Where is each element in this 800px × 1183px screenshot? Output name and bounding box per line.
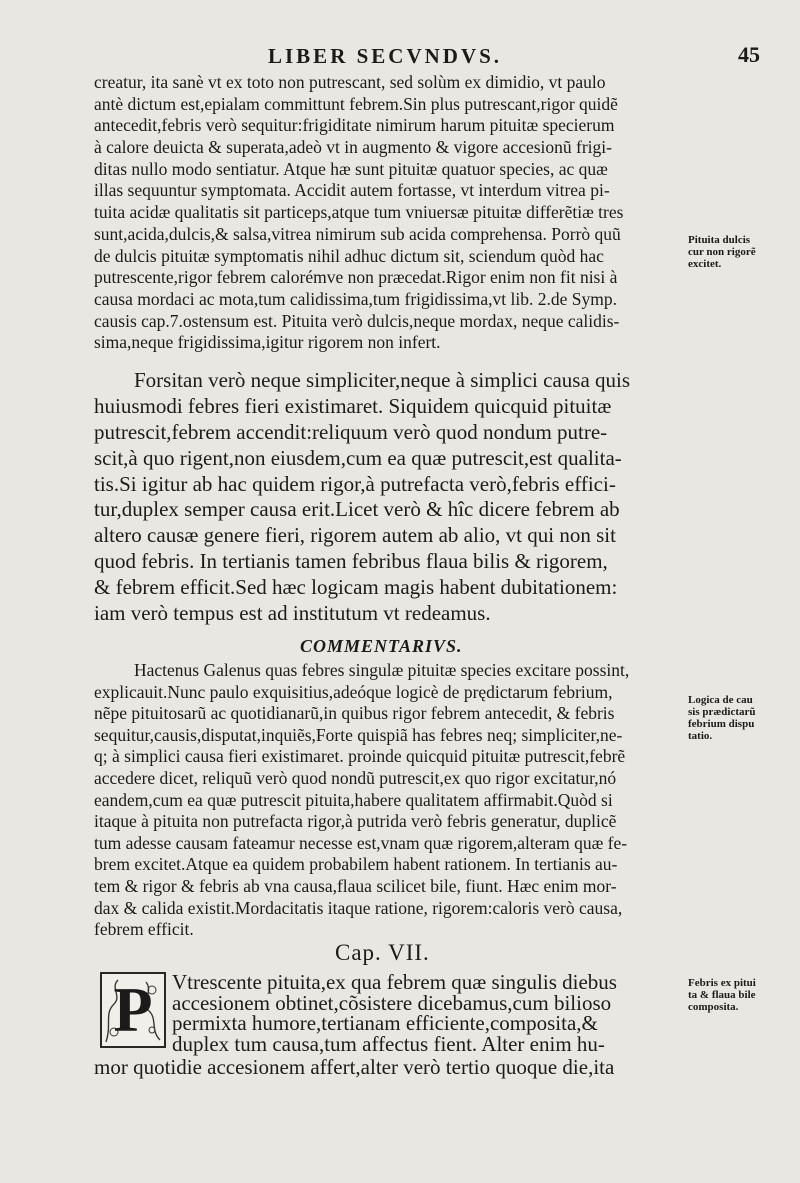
text-line: huiusmodi febres fieri existimaret. Siquidem quicquid pituitæ [94, 393, 612, 418]
text-line: & febrem efficit.Sed hæc logicam magis habent dubitationem: [94, 575, 618, 600]
text-line: eandem,cum ea quæ putrescit pituita,habere qualitatem affirmabit.Quòd si [94, 789, 613, 810]
text-line: Forsitan verò neque simpliciter,neque à simplici causa quis [134, 368, 631, 392]
margin-note-line: Febris ex pitui [688, 977, 756, 989]
text-line: q; à simplici causa fieri existimaret. proinde quicquid pituitæ putrescit,febrẽ [94, 746, 626, 767]
text-block-2 [94, 368, 682, 627]
section-title: COMMENTARIVS. [300, 636, 463, 656]
margin-note-line: excitet. [688, 258, 722, 270]
text-line: tur,duplex semper causa erit.Licet verò & hîc dicere febrem ab [94, 497, 620, 522]
text-block-chapter [94, 1056, 682, 1078]
text-block-chapter-indented [172, 972, 682, 1054]
text-line: duplex tum causa,tum affectus fient. Alter enim hu- [172, 1031, 605, 1056]
text-line: tem & rigor & febris ab vna causa,flaua scilicet bile, fiunt. Hæc enim mor- [94, 875, 617, 896]
text-line: dax & calida existit.Mordacitatis itaque ratione, rigorem:caloris verò causa, [94, 897, 623, 918]
text-line: tis.Si igitur ab hac quidem rigor,à putrefacta verò,febris effici- [94, 471, 616, 496]
margin-note-line: cur non rigorẽ [688, 246, 756, 258]
text-line: explicauit.Nunc paulo exquisitius,adeóque logicè de prędictarum febrium, [94, 681, 613, 702]
margin-note-line: sis prædictarũ [688, 706, 756, 718]
dropcap-initial [100, 972, 166, 1048]
text-line: altero causæ genere fieri, rigorem autem ab alio, vt qui non sit [94, 523, 616, 548]
margin-note-line: Logica de cau [688, 694, 753, 706]
margin-note-1 [688, 234, 796, 270]
page-number: 45 [738, 42, 760, 67]
text-line: quod febris. In tertianis tamen febribus flaua bilis & rigorem, [94, 549, 608, 574]
text-line: illas sequuntur symptomata. Accidit autem fortasse, vt interdum vitrea pi- [94, 180, 610, 201]
text-line: de dulcis pituitæ symptomatis nihil adhuc dictum sit, sciendum quòd hac [94, 245, 604, 266]
text-line: causa mordaci ac mota,tum calidissima,tum frigidissima,vt lib. 2.de Symp. [94, 288, 617, 309]
running-head: LIBER SECVNDVS. [268, 44, 503, 68]
text-line: putrescit,febrem accendit:reliquum verò quod nondum putre- [94, 419, 608, 444]
text-line: Vtrescente pituita,ex qua febrem quæ singulis diebus [172, 970, 617, 994]
margin-note-2 [688, 694, 796, 742]
text-line: accesionem obtinet,cõsistere dicebamus,cum bilioso [172, 990, 612, 1015]
text-line: nẽpe pituitosarũ ac quotidianarũ,in quibus rigor febrem antecedit, & febris [94, 703, 615, 724]
text-line: scit,à quo rigent,non eiusdem,cum ea quæ putrescit,est qualita- [94, 445, 622, 470]
text-block-1 [94, 72, 682, 354]
text-line: antecedit,febris verò sequitur:frigiditate nimirum harum pituitæ specierum [94, 115, 615, 136]
margin-note-line: tatio. [688, 730, 713, 742]
text-line: à calore deuicta & superata,adeò vt in augmento & vigore accesionũ frigi- [94, 137, 612, 158]
margin-note-line: febrium dispu [688, 718, 755, 730]
text-line: brem excitet.Atque ea quidem probabilem habent rationem. In tertianis au- [94, 854, 618, 875]
text-line: Hactenus Galenus quas febres singulæ pituitæ species excitare possint, [134, 660, 630, 680]
margin-note-line: Pituita dulcis [688, 234, 751, 246]
text-line: mor quotidie accesionem affert,alter verò tertio quoque die,ita [94, 1055, 615, 1079]
text-block-commentary [94, 660, 682, 941]
text-line: sequitur,causis,disputat,inquiẽs,Forte quispiã has febres neq; simpliciter,ne- [94, 724, 623, 745]
text-line: iam verò tempus est ad institutum vt redeamus. [94, 601, 491, 626]
margin-note-line: ta & flaua bile [688, 989, 756, 1001]
text-line: ditas nullo modo sentiatur. Atque hæ sunt pituitæ quatuor species, ac quæ [94, 158, 608, 179]
text-line: itaque à pituita non putrefacta rigor,à putrida verò febris generatur, duplicẽ [94, 811, 617, 832]
text-line: tum adesse causam fateamur necesse est,vnam quæ rigorem,alteram quæ fe- [94, 832, 628, 853]
dropcap-letter: P [113, 974, 153, 1045]
margin-note-3 [688, 977, 796, 1013]
chapter-title: Cap. VII. [335, 940, 430, 965]
text-line: putrescente,rigor febrem calorémve non præcedat.Rigor enim non fit nisi à [94, 267, 618, 288]
text-line: permixta humore,tertianam efficiente,composita,& [172, 1011, 598, 1036]
text-line: causis cap.7.ostensum est. Pituita verò dulcis,neque mordax, neque calidis- [94, 310, 620, 331]
text-line: antè dictum est,epialam committunt febrem.Sin plus putrescant,rigor quidẽ [94, 93, 618, 114]
text-line: tuita acidæ qualitatis sit particeps,atque tum vniuersæ pituitæ differẽtiæ tres [94, 202, 624, 223]
text-line: sima,neque frigidissima,igitur rigorem non infert. [94, 332, 441, 353]
text-line: sunt,acida,dulcis,& salsa,vitrea nimirum sub acida comprehensa. Porrò quũ [94, 223, 621, 244]
margin-note-line: composita. [688, 1001, 739, 1013]
text-line: creatur, ita sanè vt ex toto non putrescant, sed solùm ex dimidio, vt paulo [94, 72, 606, 92]
text-line: accedere dicet, reliquũ verò quod nondũ putrescit,ex quo rigor excitatur,nó [94, 767, 617, 788]
text-line: febrem efficit. [94, 919, 194, 940]
